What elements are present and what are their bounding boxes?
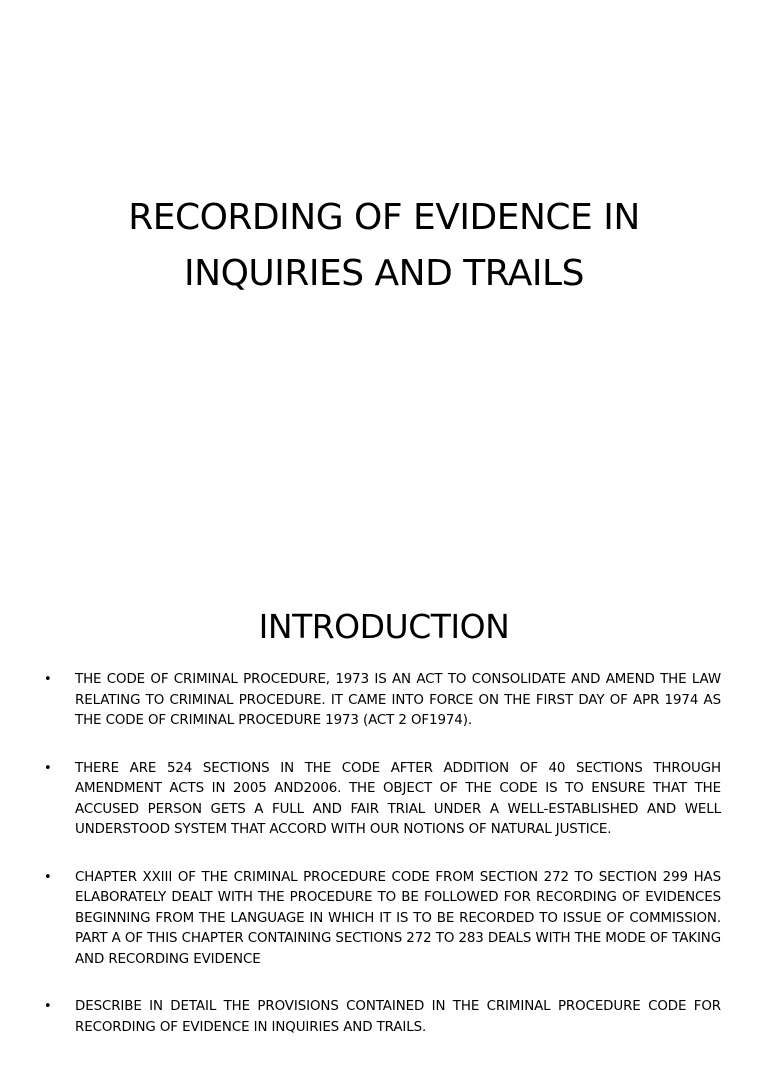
- bullet-dot-icon: •: [44, 760, 52, 776]
- introduction-slide: [0, 576, 768, 1035]
- bullet-list: [40, 670, 721, 1065]
- bullet-item: [40, 997, 721, 1038]
- slide-title: [60, 190, 708, 302]
- slide-title-line-1: RECORDING OF EVIDENCE IN: [128, 197, 640, 238]
- bullet-text: THE CODE OF CRIMINAL PROCEDURE, 1973 IS AN ACT TO CONSOLIDATE AND AMEND THE LAW RELATING TO CRIMINAL PROCEDURE. IT CAME INTO FORCE ON THE FIRST DAY OF APR 1974 AS THE CODE OF CRIMINAL PROCEDURE 1973 (ACT 2 OF1974).: [75, 672, 721, 728]
- section-heading: INTRODUCTION: [258, 607, 510, 646]
- bullet-dot-icon: •: [44, 672, 52, 687]
- bullet-text: DESCRIBE IN DETAIL THE PROVISIONS CONTAINED IN THE CRIMINAL PROCEDURE CODE FOR RECORDING OF EVIDENCE IN INQUIRIES AND TRAILS.: [75, 999, 721, 1035]
- bullet-dot-icon: •: [44, 999, 52, 1014]
- bullet-dot-icon: •: [44, 869, 52, 885]
- slide-title-line-2: INQUIRIES AND TRAILS: [184, 253, 584, 294]
- bullet-item: [40, 868, 721, 971]
- bullet-item: [40, 759, 721, 841]
- bullet-text: THERE ARE 524 SECTIONS IN THE CODE AFTER ADDITION OF 40 SECTIONS THROUGH AMENDMENT ACTS IN 2005 AND2006. THE OBJECT OF THE CODE IS TO ENSURE THAT THE ACCUSED PERSON GETS A FULL AND FAIR TRIAL UNDER A WELL-ESTABLISHED AND WELL UNDERSTOOD SYSTEM THAT ACCORD WITH OUR NOTIONS OF NATURAL JUSTICE.: [75, 760, 721, 837]
- bullet-text: CHAPTER XXIII OF THE CRIMINAL PROCEDURE CODE FROM SECTION 272 TO SECTION 299 HAS ELABORATELY DEALT WITH THE PROCEDURE TO BE FOLLOWED FOR RECORDING OF EVIDENCES BEGINNING FROM THE LANGUAGE IN WHICH IT IS TO BE RECORDED TO ISSUE OF COMMISSION. PART A OF THIS CHAPTER CONTAINING SECTIONS 272 TO 283 DEALS WITH THE MODE OF TAKING AND RECORDING EVIDENCE: [75, 869, 721, 967]
- bullet-item: [40, 670, 721, 732]
